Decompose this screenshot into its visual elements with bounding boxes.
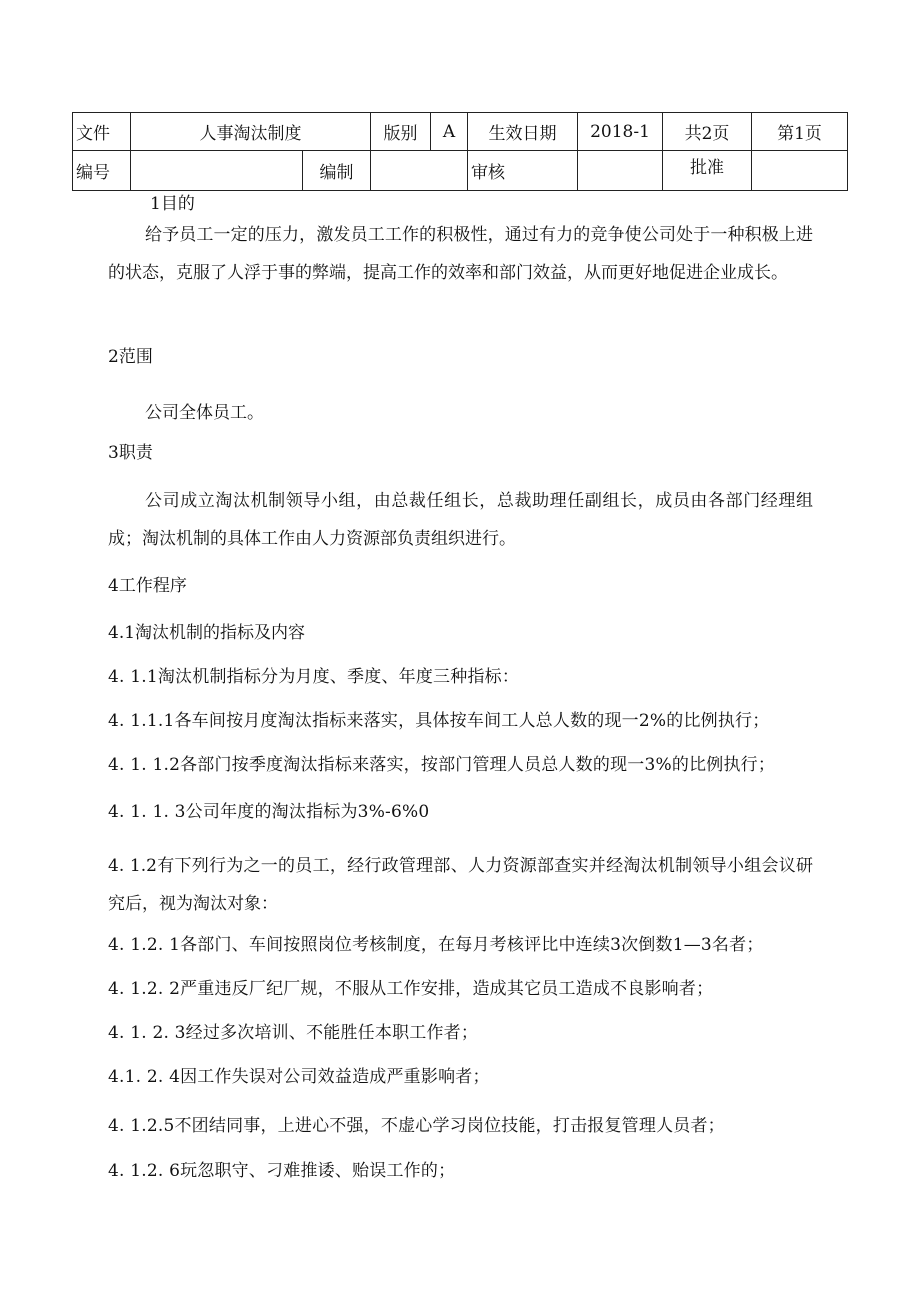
- section-4-1-title: 4.1淘汰机制的指标及内容: [108, 623, 306, 643]
- compiled-value: [371, 151, 468, 191]
- label-version: 版别: [371, 113, 431, 151]
- file-title: 人事淘汰制度: [131, 113, 371, 151]
- section-4-title: 4工作程序: [108, 576, 187, 596]
- section-2-text: 公司全体员工。: [145, 403, 264, 423]
- clause-4-1-1: 4. 1.1淘汰机制指标分为月度、季度、年度三种指标：: [108, 667, 520, 687]
- label-compiled: 编制: [303, 151, 371, 191]
- version-value: A: [431, 113, 468, 151]
- clause-4-1-2-2: 4. 1.2. 2严重违反厂纪厂规，不服从工作安排，造成其它员工造成不良影响者；: [108, 979, 714, 999]
- clause-4-1-2: 4. 1.2有下列行为之一的员工，经行政管理部、人力资源部查实并经淘汰机制领导小组会议研究后，视为淘汰对象：: [108, 856, 813, 914]
- header-row-1: [73, 113, 848, 151]
- number-value: [131, 151, 303, 191]
- section-1-text: 给予员工一定的压力，激发员工工作的积极性，通过有力的竞争使公司处于一种积极上进的状态，克服了人浮于事的弊端，提高工作的效率和部门效益，从而更好地促进企业成长。: [108, 225, 813, 283]
- effective-date-value: 2018-1: [578, 113, 663, 151]
- clause-4-1-1-2: 4. 1. 1.2各部门按季度淘汰指标来落实，按部门管理人员总人数的现一3%的比例执行；: [108, 755, 776, 775]
- label-file: 文件: [73, 113, 131, 151]
- section-3-text: 公司成立淘汰机制领导小组，由总裁任组长，总裁助理任副组长，成员由各部门经理组成；淘汰机制的具体工作由人力资源部负责组织进行。: [108, 491, 813, 549]
- document-header-table: [72, 112, 848, 191]
- clause-4-1-2-4: 4.1. 2. 4因工作失误对公司效益造成严重影响者；: [108, 1067, 490, 1087]
- clause-4-1-2-6: 4. 1.2. 6玩忽职守、刁难推诿、贻误工作的；: [108, 1161, 456, 1181]
- clause-4-1-2-5: 4. 1.2.5不团结同事，上进心不强，不虚心学习岗位技能，打击报复管理人员者；: [108, 1116, 725, 1136]
- label-number: 编号: [73, 151, 131, 191]
- section-3-title: 3职责: [108, 443, 153, 463]
- clause-4-1-2-3: 4. 1. 2. 3经过多次培训、不能胜任本职工作者；: [108, 1023, 479, 1043]
- label-effective-date: 生效日期: [468, 113, 578, 151]
- header-row-2: [73, 151, 848, 191]
- approve-value: [752, 151, 848, 191]
- clause-4-1-1-3: 4. 1. 1. 3公司年度的淘汰指标为3%-6%0: [108, 802, 430, 822]
- label-review: 审核: [468, 151, 578, 191]
- label-approve: 批准: [663, 151, 752, 191]
- clause-4-1-1-1: 4. 1.1.1各车间按月度淘汰指标来落实，具体按车间工人总人数的现一2%的比例执行；: [108, 711, 770, 731]
- total-pages: 共2页: [663, 113, 752, 151]
- clause-4-1-2-1: 4. 1.2. 1各部门、车间按照岗位考核制度，在每月考核评比中连续3次倒数1—3名者；: [108, 935, 764, 955]
- section-1-title: 1目的: [150, 194, 195, 214]
- section-2-title: 2范围: [108, 347, 153, 367]
- page-number: 第1页: [752, 113, 848, 151]
- review-value: [578, 151, 663, 191]
